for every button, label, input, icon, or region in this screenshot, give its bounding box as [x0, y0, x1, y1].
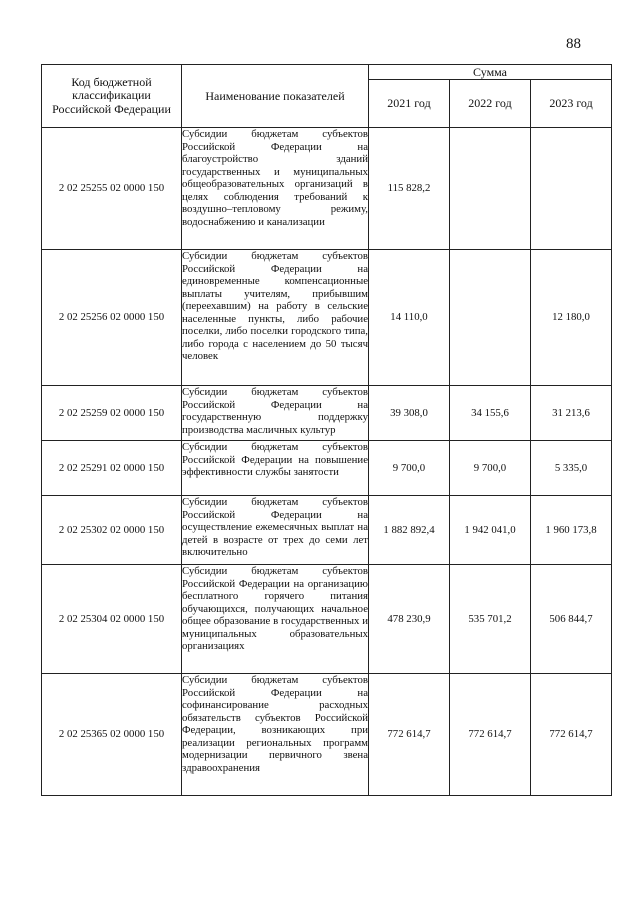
row-code: 2 02 25302 02 0000 150 [42, 496, 182, 565]
row-value-2023: 12 180,0 [531, 250, 612, 386]
row-value-2022: 772 614,7 [450, 674, 531, 796]
row-code: 2 02 25255 02 0000 150 [42, 128, 182, 250]
header-row-top [42, 65, 612, 80]
row-value-2021: 14 110,0 [369, 250, 450, 386]
table-row [42, 441, 612, 496]
column-header-2022: 2022 год [450, 80, 531, 128]
row-value-2023 [531, 128, 612, 250]
column-header-sum: Сумма [369, 65, 612, 80]
column-header-name: Наименование показателей [182, 65, 369, 128]
row-name: Субсидии бюджетам субъектов Российской Федерации на благоустройство зданий государственных и муниципальных общеобразовательных организаций в целях соблюдения требований к воздушно–тепловому режиму, водоснабжению и канализации [182, 128, 369, 250]
table-row [42, 128, 612, 250]
row-value-2021: 39 308,0 [369, 386, 450, 441]
column-header-2023: 2023 год [531, 80, 612, 128]
row-name: Субсидии бюджетам субъектов Российской Федерации на повышение эффективности службы занятости [182, 441, 369, 496]
row-value-2022: 535 701,2 [450, 565, 531, 674]
row-code: 2 02 25291 02 0000 150 [42, 441, 182, 496]
row-value-2022: 1 942 041,0 [450, 496, 531, 565]
row-name: Субсидии бюджетам субъектов Российской Федерации на единовременные компенсационные выплаты учителям, прибывшим (переехавшим) на работу в сельские населенные пункты, либо рабочие поселки, либо поселки городского типа, либо города с населением до 50 тысяч человек [182, 250, 369, 386]
row-name: Субсидии бюджетам субъектов Российской Федерации на софинансирование расходных обязательств субъектов Российской Федерации, возникающих при реализации региональных программ модернизации первичного звена здравоохранения [182, 674, 369, 796]
row-value-2023: 31 213,6 [531, 386, 612, 441]
table-row [42, 250, 612, 386]
row-name: Субсидии бюджетам субъектов Российской Федерации на государственную поддержку производства масличных культур [182, 386, 369, 441]
table-row [42, 674, 612, 796]
row-code: 2 02 25259 02 0000 150 [42, 386, 182, 441]
row-value-2021: 9 700,0 [369, 441, 450, 496]
row-value-2022: 34 155,6 [450, 386, 531, 441]
table-row [42, 386, 612, 441]
row-code: 2 02 25256 02 0000 150 [42, 250, 182, 386]
row-value-2023: 1 960 173,8 [531, 496, 612, 565]
row-name: Субсидии бюджетам субъектов Российской Федерации на организацию бесплатного горячего питания обучающихся, получающих начальное общее образование в государственных и муниципальных образовательных организациях [182, 565, 369, 674]
table-row [42, 496, 612, 565]
budget-table [41, 64, 612, 796]
row-value-2021: 1 882 892,4 [369, 496, 450, 565]
row-value-2021: 115 828,2 [369, 128, 450, 250]
row-value-2021: 772 614,7 [369, 674, 450, 796]
row-code: 2 02 25304 02 0000 150 [42, 565, 182, 674]
row-code: 2 02 25365 02 0000 150 [42, 674, 182, 796]
column-header-code: Код бюджетной классификации Российской Федерации [42, 65, 182, 128]
row-name: Субсидии бюджетам субъектов Российской Федерации на осуществление ежемесячных выплат на детей в возрасте от трех до семи лет включительно [182, 496, 369, 565]
row-value-2021: 478 230,9 [369, 565, 450, 674]
row-value-2022 [450, 250, 531, 386]
page-number: 88 [566, 36, 581, 52]
table-row [42, 565, 612, 674]
row-value-2022: 9 700,0 [450, 441, 531, 496]
row-value-2022 [450, 128, 531, 250]
row-value-2023: 506 844,7 [531, 565, 612, 674]
row-value-2023: 5 335,0 [531, 441, 612, 496]
row-value-2023: 772 614,7 [531, 674, 612, 796]
column-header-2021: 2021 год [369, 80, 450, 128]
